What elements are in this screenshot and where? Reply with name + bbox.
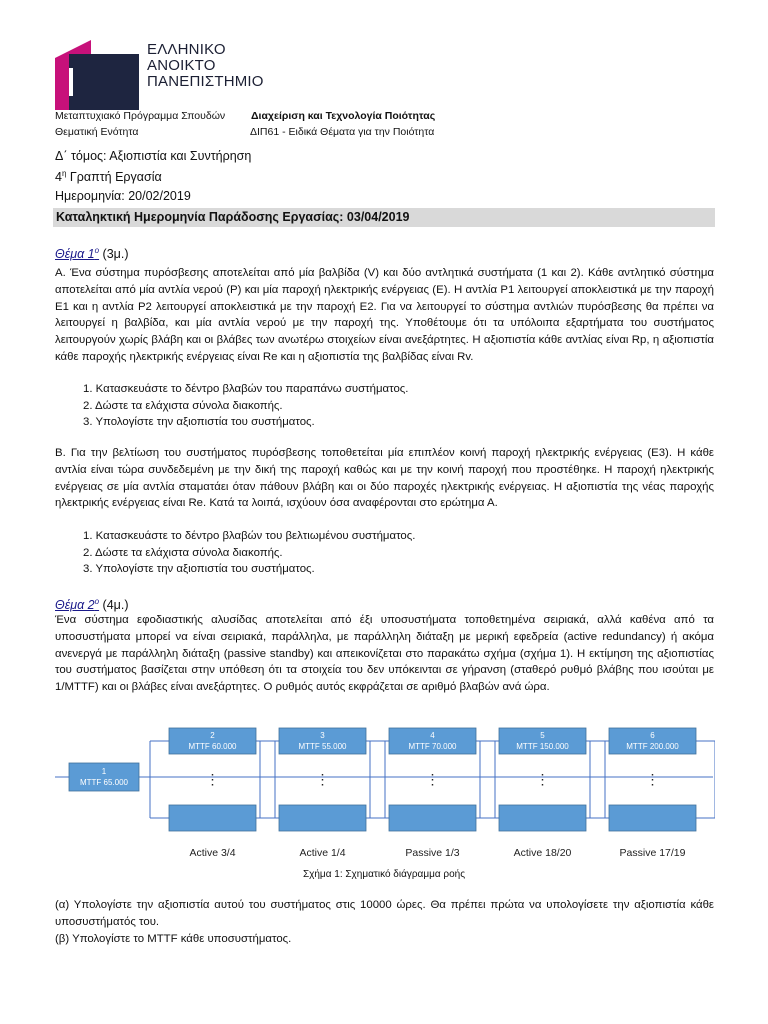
flow-diagram	[55, 722, 715, 882]
topic2-heading	[55, 597, 129, 612]
topic1-points: (3μ.)	[99, 247, 129, 262]
topic2-title: Θέμα 2	[55, 598, 95, 613]
topic1-partB-list	[83, 528, 415, 578]
list-item: 2. Δώστε τα ελάχιστα σύνολα διακοπής.	[83, 546, 283, 559]
logo-line-2: ΑΝΟΙΚΤΟ	[147, 57, 216, 74]
block-2-dots: ⋮	[205, 771, 220, 787]
deadline-bar: Καταληκτική Ημερομηνία Παράδοσης Εργασίας: 03/04/2019	[53, 208, 715, 227]
block-5-bottom	[499, 805, 586, 831]
block-3-mttf: MTTF 55.000	[298, 742, 347, 751]
block-4-bottom	[389, 805, 476, 831]
block-1-mttf: MTTF 65.000	[79, 778, 129, 787]
block-4-number: 4	[430, 731, 435, 740]
topic1-partA-text: Α. Ένα σύστημα πυρόσβεσης αποτελείται από μία βαλβίδα (V) και δύο αντλητικά συστήματα (1 και 2). Κάθε αντλητικό σύστημα αποτελείται από μία αντλία νερού (P) και μία παροχή ηλεκτρικής ενέργειας (E). Η αντλία P1 λειτουργεί αποκλειστικά με την παροχή E1 και η αντλία P2 λειτουργεί αποκλειστικά με την παροχή E2. Για να λειτουργεί το σύστημα αντλιών πυρόσβεσης θα πρέπει να λειτουργεί η βαλβίδα, και μία αντλία νερού με την παροχή της. Υποθέτουμε ότι τα υπόλοιπα εξαρτήματα του συστήματος λειτουργούν χωρίς βλάβη και οι βλάβες των ανωτέρω στοιχείων είναι ανεξάρτητες. Η αξιοπιστία κάθε αντλίας είναι Rp, η αξιοπιστία κάθε παροχής ηλεκτρικής ενέργειας είναι Re και η αξιοπιστία της βαλβίδας είναι Rv.	[55, 267, 714, 363]
block-6-label: Passive 17/19	[619, 847, 686, 859]
block-4-mttf: MTTF 70.000	[408, 742, 457, 751]
unit-label: Θεματική Ενότητα	[55, 126, 139, 138]
block-3-bottom	[279, 805, 366, 831]
block-5-number: 5	[540, 731, 545, 740]
block-2-mttf: MTTF 60.000	[188, 742, 237, 751]
topic1-partB-text: Β. Για την βελτίωση του συστήματος πυρόσβεσης τοποθετείται μία επιπλέον κοινή παροχή ηλεκτρικής ενέργειας (E3). Η κάθε αντλία είναι τώρα συνδεδεμένη με την δική της παροχή καθώς και με την κοινή παροχή που προστέθηκε. Η παροχή ηλεκτρικής ενέργειας σε μία αντλία σταματάει όταν πάθουν βλάβη και οι δύο παροχές ηλεκτρικής ενέργειας. Η αξιοπιστία της νέας παροχής ηλεκτρικής ενέργειας είναι Re. Κατά τα λοιπά, ισχύουν όσα αναφέρονται στο ερώτημα Α.	[55, 447, 714, 510]
program-label: Μεταπτυχιακό Πρόγραμμα Σπουδών	[55, 110, 226, 122]
question-b: (β) Υπολογίστε το MTTF κάθε υποσυστήματος.	[55, 933, 292, 945]
block-5-mttf: MTTF 150.000	[516, 742, 569, 751]
list-item: 3. Υπολογίστε την αξιοπιστία του συστήματος.	[83, 416, 315, 428]
block-3-label: Active 1/4	[299, 847, 346, 859]
assignment-sup: η	[61, 169, 67, 178]
topic2-sup: ο	[94, 597, 100, 606]
block-6-mttf: MTTF 200.000	[626, 742, 679, 751]
logo-white-bar	[69, 68, 73, 96]
topic1-sup: ο	[94, 246, 100, 255]
assignment-number: 4	[55, 170, 62, 185]
list-item: 1. Κατασκευάστε το δέντρο βλαβών του παραπάνω συστήματος.	[83, 383, 409, 395]
block-2-number: 2	[210, 731, 215, 740]
block-2-bottom	[169, 805, 256, 831]
volume-title: Δ΄ τόμος: Αξιοπιστία και Συντήρηση	[55, 149, 252, 163]
figure-caption: Σχήμα 1: Σχηματικό διάγραμμα ροής	[302, 869, 466, 880]
unit-value: ΔΙΠ61 - Ειδικά Θέματα για την Ποιότητα	[250, 126, 435, 138]
block-4-dots: ⋮	[425, 771, 440, 787]
block-5-dots: ⋮	[535, 771, 550, 787]
logo-navy-block	[69, 54, 139, 110]
block-6-bottom	[609, 805, 696, 831]
topic1-title: Θέμα 1	[55, 247, 95, 262]
assignment-text: Γραπτή Εργασία	[66, 170, 162, 185]
list-item: 3. Υπολογίστε την αξιοπιστία του συστήματος.	[83, 563, 315, 575]
list-item: 1. Κατασκευάστε το δέντρο βλαβών του βελτιωμένου συστήματος.	[83, 530, 416, 542]
topic2-points: (4μ.)	[99, 598, 129, 613]
block-6-dots: ⋮	[645, 771, 660, 787]
question-a: (α) Υπολογίστε την αξιοπιστία αυτού του συστήματος στις 10000 ώρες. Θα πρέπει πρώτα να υπολογίσετε την αξιοπιστία κάθε υποσυστήματός του.	[55, 899, 714, 928]
program-value: Διαχείριση και Τεχνολογία Ποιότητας	[251, 110, 436, 122]
logo-line-1: ΕΛΛΗΝΙΚΟ	[147, 41, 226, 58]
list-item: 2. Δώστε τα ελάχιστα σύνολα διακοπής.	[83, 399, 283, 412]
block-3-dots: ⋮	[315, 771, 330, 787]
block-6-number: 6	[650, 731, 655, 740]
block-3-number: 3	[320, 731, 325, 740]
block-2-label: Active 3/4	[189, 847, 236, 859]
topic1-partA-list	[83, 381, 408, 431]
topic2-text: Ένα σύστημα εφοδιαστικής αλυσίδας αποτελείται από έξι υποσυστήματα τοποθετημένα σειριακά, αλλά καθένα από τα υποσυστήματα μπορεί να είναι σειριακά, παράλληλα, με παράλληλη διάταξη με μερική εφεδρεία (active redundancy) ή ακόμα ανενεργά με παράλληλη διάταξη (passive standby) και απεικονίζεται στο παρακάτω σχήμα (σχήμα 1). Η εκτίμηση της αξιοπιστίας του συστήματος βασίζεται στην υπόθεση ότι τα στοιχεία του δεν υπόκεινται σε γήρανση (σταθερό ρυθμό βλάβης που ισούται με 1/MTTF) και οι βλάβες είναι ανεξάρτητες. Ο ρυθμός αυτός εκφράζεται σε αριθμό βλαβών ανά ώρα.	[55, 614, 714, 694]
block-4-label: Passive 1/3	[405, 847, 460, 859]
block-1-number: 1	[101, 767, 107, 776]
topic1-heading	[55, 246, 129, 261]
assignment-title	[55, 169, 162, 184]
block-5-label: Active 18/20	[513, 847, 572, 859]
issue-date: Ημερομηνία: 20/02/2019	[55, 189, 191, 203]
logo-wordmark	[147, 42, 264, 90]
logo-line-3: ΠΑΝΕΠΙΣΤΗΜΙΟ	[147, 73, 264, 90]
